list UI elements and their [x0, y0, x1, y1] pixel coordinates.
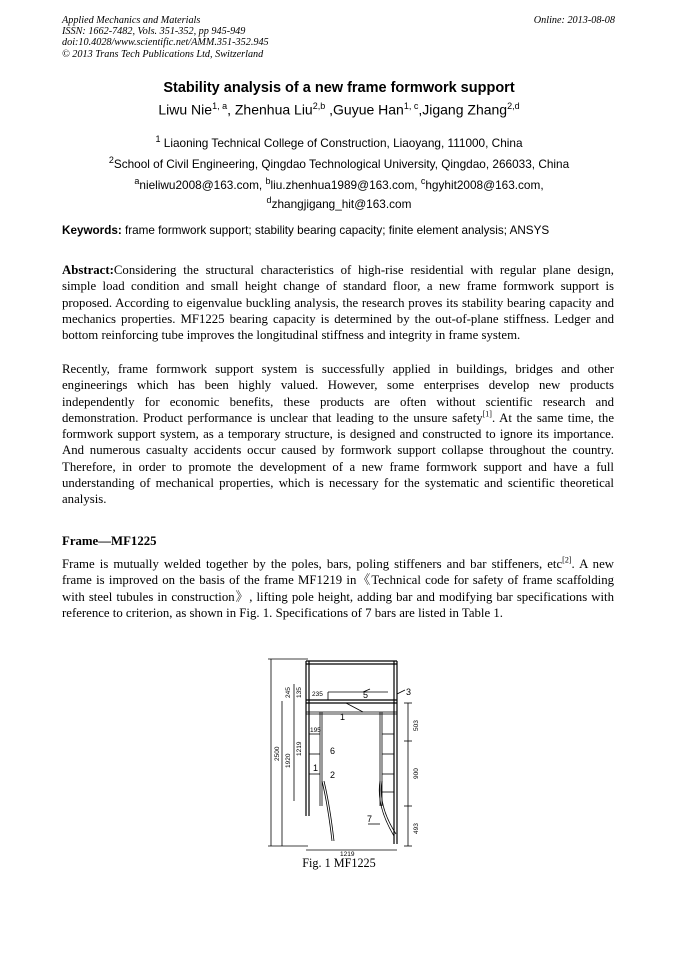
email-a: nieliwu2008@163.com,: [139, 177, 266, 192]
author-sup: 2,d: [507, 101, 520, 111]
author-name: Liwu Nie: [158, 101, 213, 118]
copyright-line: © 2013 Trans Tech Publications Ltd, Switzerland: [62, 48, 264, 60]
author-list: Liwu Nie$^{1, a}$, Zhenhua Liu$^{2,b}$ ,Guyue Han$^{1, c}$,Jigang Zhang$^{2,d}$: [158, 101, 520, 118]
dim-lower-height: 1920: [285, 753, 292, 768]
author-name: Jigang Zhang: [422, 101, 508, 118]
dim-width: 1219: [340, 851, 355, 858]
label-5: 5: [363, 690, 369, 700]
label-6: 6: [330, 746, 336, 756]
affiliation-2: $^2$School of Civil Engineering, Qingdao Technological University, Qingdao, 266033, China: [108, 155, 570, 171]
keywords-text: frame formwork support; stability bearing capacity; finite element analysis; ANSYS: [121, 224, 550, 237]
author-sup: 1, c: [403, 101, 419, 111]
section-heading: Frame—MF1225: [62, 534, 157, 548]
doi-line: doi:10.4028/www.scientific.net/AMM.351-352.945: [62, 37, 269, 49]
figure-caption: Fig. 1 MF1225: [302, 856, 376, 870]
online-date: Online: 2013-08-08: [533, 15, 615, 26]
curved-stiffener-left: [322, 781, 332, 841]
label-7: 7: [367, 814, 373, 824]
email-b: liu.zhenhua1989@163.com,: [270, 177, 421, 192]
abstract-label: Abstract:: [62, 263, 114, 277]
dim-total-height: 2500: [274, 746, 281, 761]
citation-2: [2]: [562, 555, 572, 565]
label-1-left: 1: [313, 763, 319, 773]
label-3: 3: [406, 687, 412, 697]
keywords: [62, 224, 617, 237]
dim-inner: 195: [310, 727, 321, 734]
label-2: 2: [330, 770, 336, 780]
email-c: hgyhit2008@163.com,: [425, 177, 544, 192]
author-sup: 1, a: [212, 101, 228, 111]
dim-right-503: 503: [413, 720, 420, 731]
dim-mid-height: 1219: [296, 741, 303, 756]
issn-line: ISSN: 1662-7482, Vols. 351-352, pp 945-949: [62, 26, 246, 38]
abstract: [62, 262, 614, 343]
dim-top-c: 235: [312, 691, 323, 698]
journal-name: Applied Mechanics and Materials: [62, 15, 201, 26]
journal-header: [62, 15, 269, 60]
keywords-label: Keywords:: [62, 224, 122, 237]
citation-1: [1]: [482, 409, 492, 419]
dim-top-b: 135: [296, 687, 303, 698]
author-name: Guyue Han: [333, 101, 404, 118]
label-1-top: 1: [340, 712, 346, 722]
intro-paragraph: Recently, frame formwork support system is successfully applied in buildings, bridges and other engineerings which has been highly valued. However, some enterprises develop new products independently for economic benefits, these products are often without scientific research and demonstration. Product performance is unclear that leading to the unsure safety[1]. At the same time, the formwork support system, as a temporary structure, is designed and constructed to ignore its importance. And numerous casualty accidents occur caused by formwork support collapse throughout the country. Therefore, in order to promote the development of a new frame formwork support and have a full understanding of mechanical properties, which is necessary for the systematic and scientific theoretical analysis.: [62, 362, 614, 507]
dim-right-493: 493: [413, 823, 420, 834]
dim-top-a: 245: [285, 687, 292, 698]
email-list: $^a$nieliwu2008@163.com, $^b$liu.zhenhua1989@163.com, $^c$hgyhit2008@163.com, $^d$zhangjigang_hit@163.com: [134, 176, 544, 211]
paper-title: Stability analysis of a new frame formwork support: [163, 80, 515, 96]
email-d: zhangjigang_hit@163.com: [271, 196, 412, 211]
section-paragraph: Frame is mutually welded together by the poles, bars, poling stiffeners and bar stiffeners, etc[2]. A new frame is improved on the basis of the frame MF1219 in《Technical code for safety of frame scaffolding with steel tubules in construction》, lifting pole height, adding bar and modifying bar specifications with reference to criterion, as shown in Fig. 1. Specifications of 7 bars are listed in Table 1.: [62, 555, 614, 620]
author-name: Zhenhua Liu: [234, 101, 313, 118]
dim-right-900: 900: [413, 768, 420, 779]
abstract-text: Considering the structural characteristics of high-rise residential with regular plane design, simple load condition and small height change of standard floor, a new frame formwork support is proposed. According to eigenvalue buckling analysis, the research proves its stability bearing capacity and mechanics properties. MF1225 bearing capacity is determined by the out-of-plane stiffness. Ledger and bottom reinforcing tube improves the longitudinal stiffness and integrity in frame system.: [62, 263, 614, 343]
affiliation-1: $^1$ Liaoning Technical College of Construction, Liaoyang, 111000, China: [155, 134, 523, 150]
frame-drawing: [268, 656, 428, 858]
author-sup: 2,b: [312, 101, 326, 111]
